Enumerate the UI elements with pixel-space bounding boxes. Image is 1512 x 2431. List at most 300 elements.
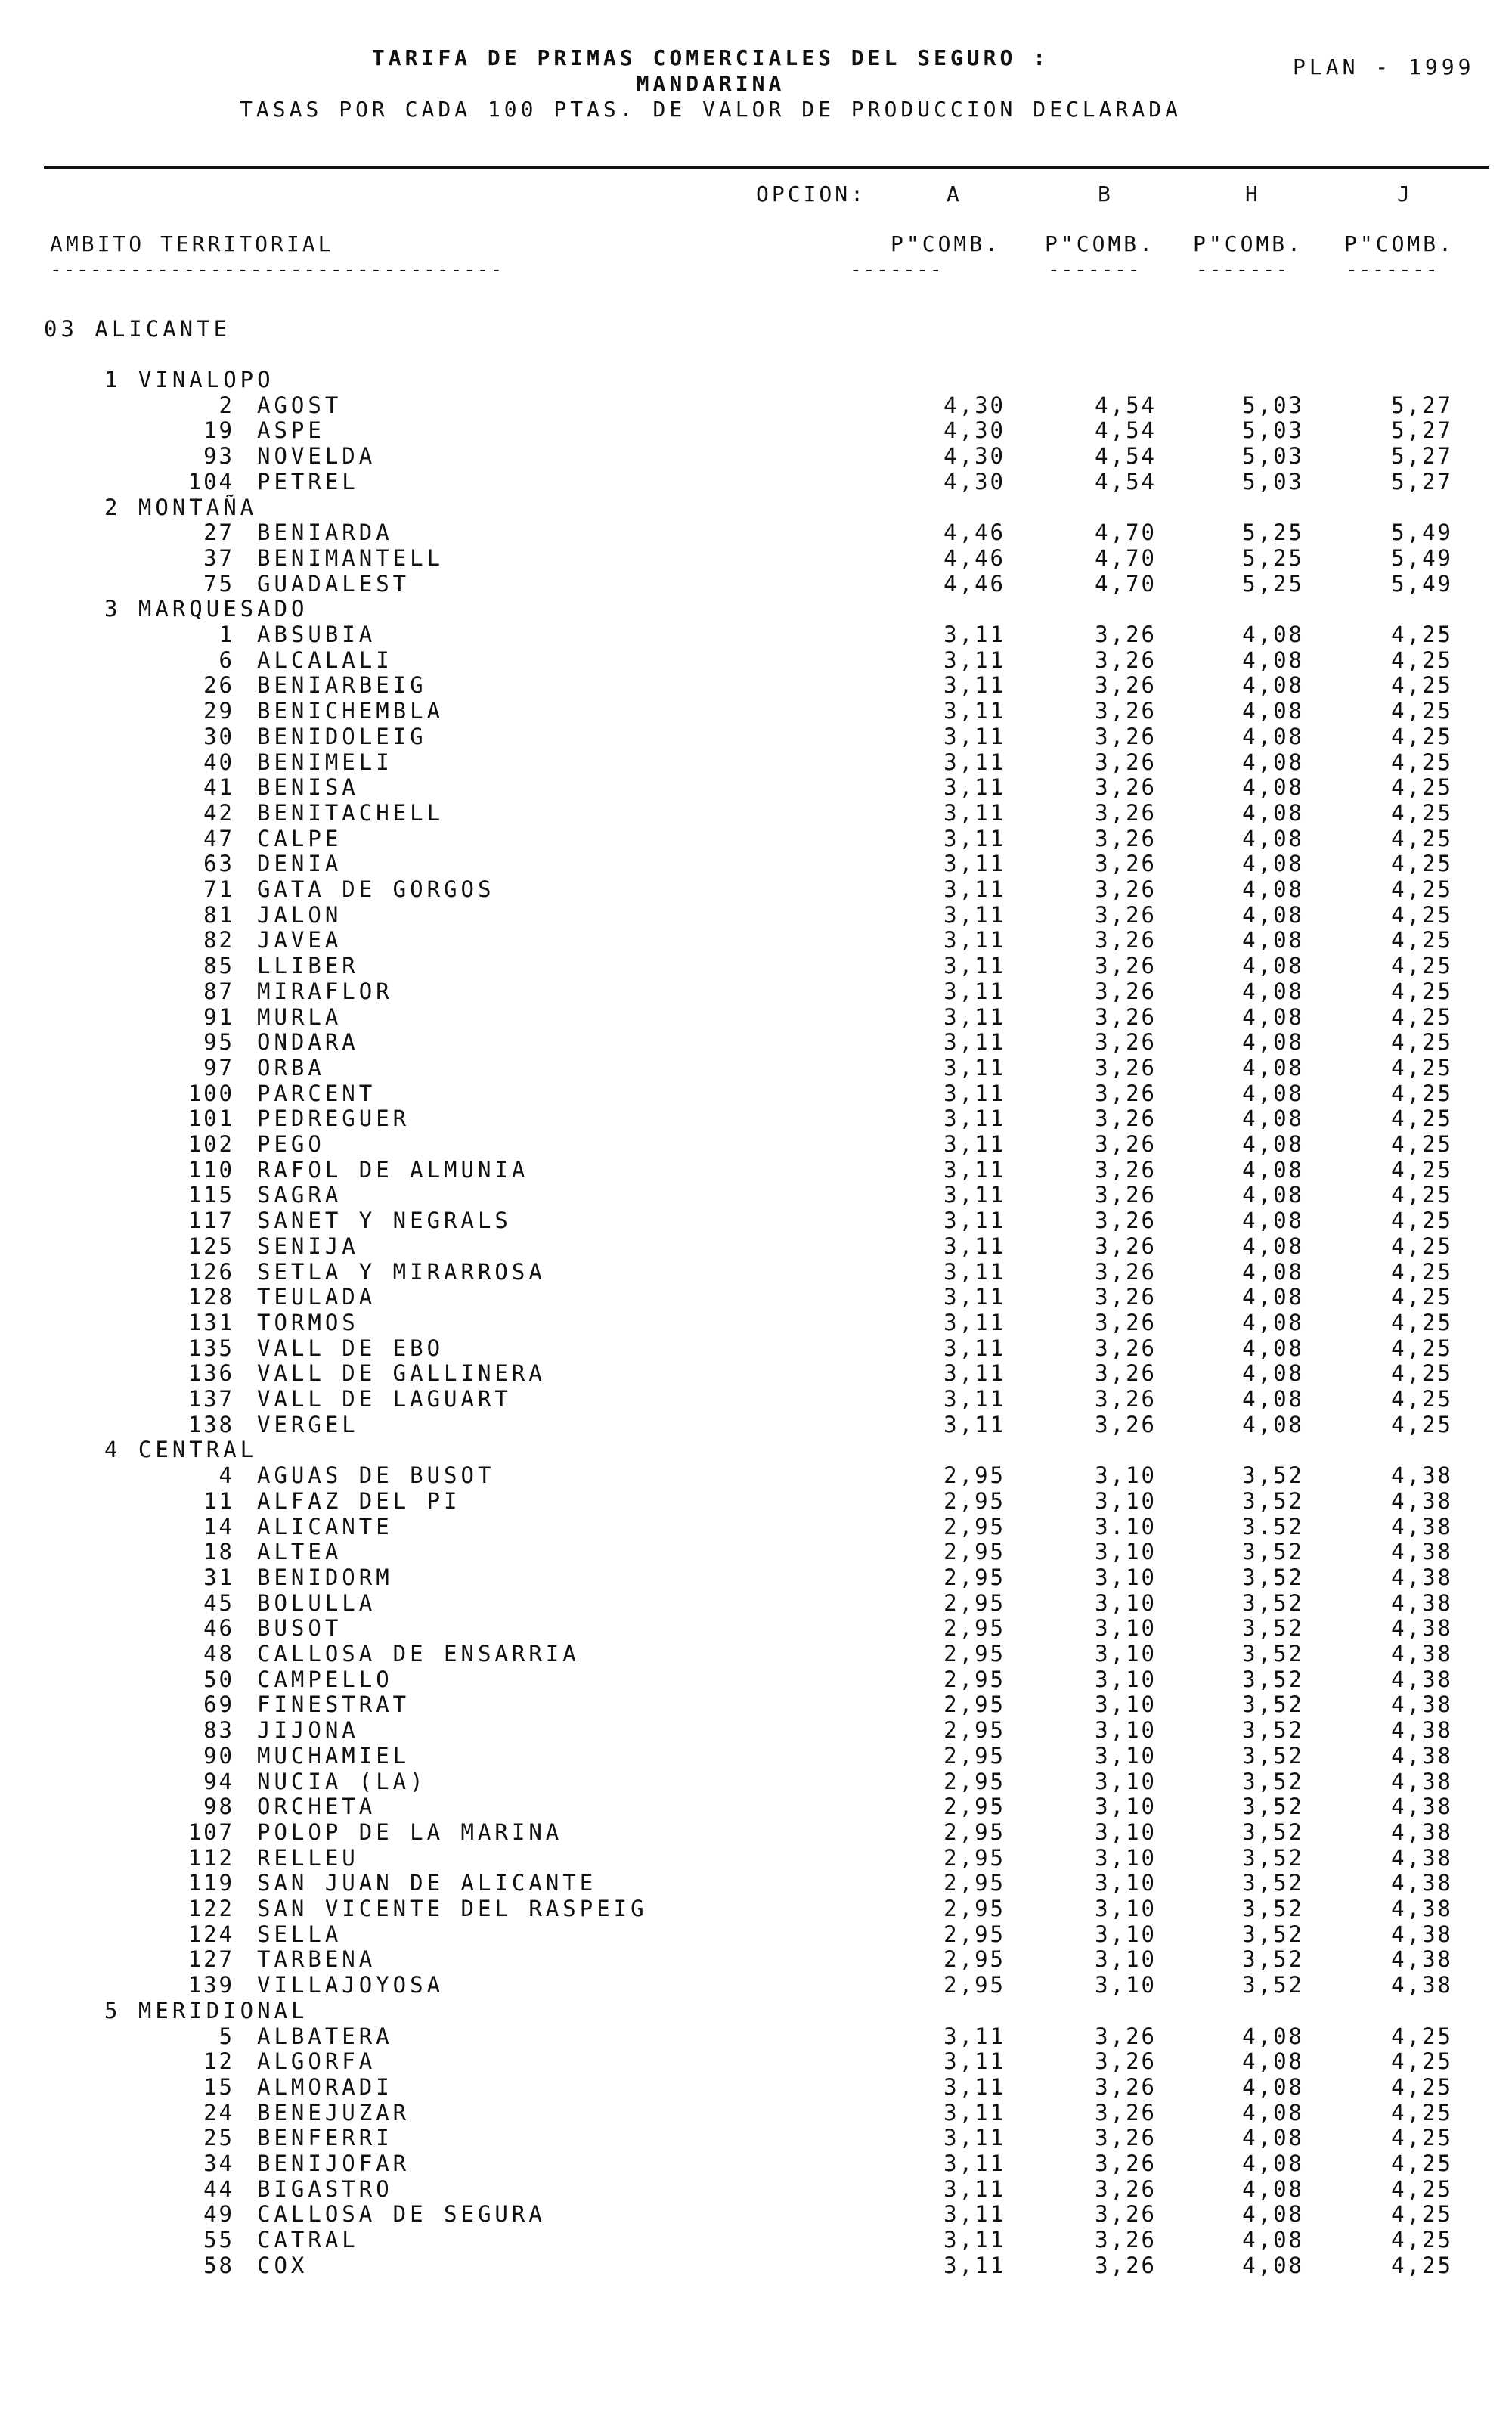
rate-b: 3,26	[1095, 1411, 1157, 1437]
municipality-code: 11	[203, 1487, 234, 1514]
rate-b: 3,26	[1095, 1335, 1157, 1361]
rate-b: 3,26	[1095, 2073, 1157, 2100]
table-row	[0, 927, 1512, 953]
rate-b: 3,10	[1095, 1819, 1157, 1845]
municipality-name: ALTEA	[257, 1539, 342, 1565]
rate-b: 3,26	[1095, 1208, 1157, 1234]
rate-h: 4,08	[1242, 723, 1304, 749]
rate-a: 3,11	[943, 1309, 1005, 1335]
rate-a: 2,95	[943, 1539, 1005, 1565]
table-row	[0, 1208, 1512, 1233]
rate-j: 4,38	[1391, 1462, 1453, 1489]
rate-j: 4,25	[1391, 1335, 1453, 1361]
municipality-name: COX	[257, 2252, 308, 2278]
rate-a: 2,95	[943, 1589, 1005, 1616]
municipality-code: 87	[203, 978, 234, 1004]
rate-h: 4,08	[1242, 876, 1304, 902]
municipality-name: MIRAFLOR	[257, 978, 393, 1004]
table-row	[0, 443, 1512, 469]
rate-a: 3,11	[943, 901, 1005, 928]
rate-h: 4,08	[1242, 647, 1304, 673]
comarca-label: 4 CENTRAL	[104, 1437, 258, 1463]
rate-h: 3,52	[1242, 1589, 1304, 1616]
rate-b: 4,54	[1095, 392, 1157, 418]
title-line-3: TASAS POR CADA 100 PTAS. DE VALOR DE PRODUCCION DECLARADA	[240, 97, 1182, 122]
municipality-name: BIGASTRO	[257, 2175, 393, 2202]
municipality-name: TORMOS	[257, 1309, 359, 1335]
rate-j: 4,25	[1391, 876, 1453, 902]
rate-j: 4,25	[1391, 1080, 1453, 1106]
municipality-code: 97	[203, 1054, 234, 1081]
rate-h: 4,08	[1242, 799, 1304, 826]
rate-h: 4,08	[1242, 978, 1304, 1004]
rate-a: 3,11	[943, 876, 1005, 902]
rate-a: 4,46	[943, 544, 1005, 571]
table-row	[0, 2150, 1512, 2176]
table-row	[0, 1896, 1512, 1921]
rate-j: 4,25	[1391, 2023, 1453, 2049]
municipality-code: 71	[203, 876, 234, 902]
municipality-name: RAFOL DE ALMUNIA	[257, 1156, 529, 1183]
rate-a: 4,30	[943, 443, 1005, 470]
rate-b: 3,26	[1095, 1233, 1157, 1259]
rate-b: 4,70	[1095, 570, 1157, 597]
rate-b: 3,10	[1095, 1717, 1157, 1744]
rate-h: 3.52	[1242, 1513, 1304, 1540]
rate-j: 4,25	[1391, 2201, 1453, 2228]
rate-b: 3,26	[1095, 1284, 1157, 1310]
municipality-code: 98	[203, 1794, 234, 1820]
table-row	[0, 1819, 1512, 1845]
col-underline-j: -------	[1346, 259, 1439, 281]
municipality-code: 119	[187, 1870, 234, 1896]
rate-h: 4,08	[1242, 1105, 1304, 1132]
table-row	[0, 1259, 1512, 1285]
rate-a: 3,11	[943, 1054, 1005, 1081]
rate-b: 3,26	[1095, 2201, 1157, 2228]
municipality-name: ALICANTE	[257, 1513, 393, 1540]
table-row	[0, 851, 1512, 876]
municipality-code: 37	[203, 544, 234, 571]
municipality-name: ASPE	[257, 417, 325, 444]
rate-j: 4,38	[1391, 1972, 1453, 1998]
municipality-name: VALL DE GALLINERA	[257, 1360, 546, 1387]
rate-a: 2,95	[943, 1615, 1005, 1642]
rate-h: 4,08	[1242, 1360, 1304, 1387]
table-row	[0, 1972, 1512, 1998]
municipality-code: 110	[187, 1156, 234, 1183]
col-header-a: P"COMB.	[891, 231, 1002, 256]
table-row	[0, 2253, 1512, 2278]
rate-a: 3,11	[943, 927, 1005, 953]
rate-h: 4,08	[1242, 2150, 1304, 2176]
rate-a: 3,11	[943, 2099, 1005, 2126]
rate-b: 4,54	[1095, 468, 1157, 495]
rate-h: 4,08	[1242, 1054, 1304, 1081]
rate-b: 3,26	[1095, 1003, 1157, 1030]
rate-j: 4,25	[1391, 1309, 1453, 1335]
rate-h: 4,08	[1242, 749, 1304, 775]
table-row	[0, 469, 1512, 495]
rate-h: 3,52	[1242, 1844, 1304, 1871]
table-row	[0, 571, 1512, 597]
table-row	[0, 1029, 1512, 1055]
rate-j: 4,25	[1391, 825, 1453, 851]
rate-h: 5,03	[1242, 392, 1304, 418]
rate-h: 4,08	[1242, 2048, 1304, 2075]
rate-a: 2,95	[943, 1742, 1005, 1769]
rate-a: 3,11	[943, 647, 1005, 673]
rate-j: 4,38	[1391, 1487, 1453, 1514]
rate-h: 3,52	[1242, 1487, 1304, 1514]
rate-h: 4,08	[1242, 851, 1304, 877]
rate-j: 4,25	[1391, 1182, 1453, 1208]
table-row	[0, 902, 1512, 928]
table-row	[0, 1743, 1512, 1769]
rate-j: 5,27	[1391, 392, 1453, 418]
rate-h: 4,08	[1242, 1182, 1304, 1208]
rate-j: 4,25	[1391, 2099, 1453, 2126]
rate-b: 4,54	[1095, 417, 1157, 444]
rate-h: 5,03	[1242, 417, 1304, 444]
table-row	[0, 622, 1512, 647]
municipality-name: CALLOSA DE SEGURA	[257, 2201, 546, 2228]
table-row	[0, 2227, 1512, 2253]
rate-h: 4,08	[1242, 2073, 1304, 2100]
rate-a: 4,46	[943, 570, 1005, 597]
table-row	[0, 672, 1512, 698]
municipality-name: BUSOT	[257, 1615, 342, 1642]
municipality-name: ORCHETA	[257, 1794, 376, 1820]
rate-a: 2,95	[943, 1462, 1005, 1489]
rate-h: 3,52	[1242, 1717, 1304, 1744]
rate-h: 4,08	[1242, 672, 1304, 699]
municipality-code: 2	[218, 392, 234, 418]
municipality-code: 40	[203, 749, 234, 775]
rate-a: 3,11	[943, 2150, 1005, 2176]
rate-j: 4,25	[1391, 723, 1453, 749]
table-row	[0, 1539, 1512, 1564]
municipality-name: SAN VICENTE DEL RASPEIG	[257, 1896, 648, 1921]
municipality-name: GATA DE GORGOS	[257, 876, 495, 902]
rate-b: 3,10	[1095, 1844, 1157, 1871]
rate-j: 4,38	[1391, 1921, 1453, 1947]
municipality-name: BENFERRI	[257, 2125, 393, 2151]
rate-h: 4,08	[1242, 2201, 1304, 2228]
rate-a: 2,95	[943, 1794, 1005, 1820]
rate-a: 3,11	[943, 1360, 1005, 1387]
rate-j: 5,27	[1391, 417, 1453, 444]
municipality-name: PEGO	[257, 1131, 325, 1157]
municipality-name: ALCALALI	[257, 647, 393, 673]
rate-h: 3,52	[1242, 1666, 1304, 1692]
rate-h: 5,03	[1242, 468, 1304, 495]
rate-b: 3,10	[1095, 1768, 1157, 1794]
municipality-code: 82	[203, 927, 234, 953]
municipality-code: 117	[187, 1208, 234, 1234]
municipality-code: 14	[203, 1513, 234, 1540]
rate-a: 4,30	[943, 468, 1005, 495]
rate-j: 4,25	[1391, 1105, 1453, 1132]
rate-a: 3,11	[943, 698, 1005, 724]
municipality-code: 83	[203, 1717, 234, 1744]
municipality-name: ALMORADI	[257, 2073, 393, 2100]
table-row	[0, 1386, 1512, 1412]
rate-j: 4,25	[1391, 1003, 1453, 1030]
municipality-name: BENIMANTELL	[257, 544, 445, 571]
rate-a: 3,11	[943, 672, 1005, 699]
rate-j: 4,38	[1391, 1564, 1453, 1590]
municipality-code: 127	[187, 1946, 234, 1973]
rate-a: 2,95	[943, 1513, 1005, 1540]
municipality-name: CAMPELLO	[257, 1666, 393, 1692]
rate-j: 4,25	[1391, 749, 1453, 775]
municipality-name: BENIARDA	[257, 519, 393, 546]
rate-a: 2,95	[943, 1666, 1005, 1692]
municipality-code: 95	[203, 1029, 234, 1056]
rate-h: 4,08	[1242, 1386, 1304, 1412]
rate-a: 3,11	[943, 1233, 1005, 1259]
municipality-name: SELLA	[257, 1921, 342, 1947]
municipality-code: 30	[203, 723, 234, 749]
rate-j: 4,25	[1391, 1208, 1453, 1234]
municipality-name: BENIMELI	[257, 749, 393, 775]
rate-b: 3,26	[1095, 1182, 1157, 1208]
municipality-code: 90	[203, 1742, 234, 1769]
municipality-name: SAGRA	[257, 1182, 342, 1208]
rate-j: 4,25	[1391, 1411, 1453, 1437]
rate-a: 2,95	[943, 1768, 1005, 1794]
rate-b: 3,10	[1095, 1896, 1157, 1921]
municipality-code: 107	[187, 1819, 234, 1845]
rate-j: 4,25	[1391, 927, 1453, 953]
rate-b: 3,26	[1095, 799, 1157, 826]
rate-h: 4,08	[1242, 1309, 1304, 1335]
municipality-code: 137	[187, 1386, 234, 1412]
rate-a: 3,11	[943, 1003, 1005, 1030]
rate-h: 3,52	[1242, 1972, 1304, 1998]
municipality-name: MUCHAMIEL	[257, 1742, 411, 1769]
rate-a: 3,11	[943, 1182, 1005, 1208]
table-row	[0, 2100, 1512, 2126]
rate-j: 4,25	[1391, 2252, 1453, 2278]
municipality-code: 19	[203, 417, 234, 444]
municipality-code: 122	[187, 1896, 234, 1921]
table-row	[0, 1157, 1512, 1183]
rate-j: 4,38	[1391, 1717, 1453, 1744]
rate-b: 3,26	[1095, 1029, 1157, 1056]
rate-h: 3,52	[1242, 1896, 1304, 1921]
rate-h: 4,08	[1242, 1029, 1304, 1056]
municipality-name: CALLOSA DE ENSARRIA	[257, 1641, 580, 1667]
table-row	[0, 1691, 1512, 1717]
rate-a: 2,95	[943, 1896, 1005, 1921]
rate-j: 5,49	[1391, 519, 1453, 546]
title-line-2: MANDARINA	[636, 71, 785, 96]
rate-h: 4,08	[1242, 1156, 1304, 1183]
rate-h: 4,08	[1242, 1233, 1304, 1259]
table-row	[0, 1921, 1512, 1947]
municipality-code: 44	[203, 2175, 234, 2202]
col-underline-b: -------	[1048, 259, 1142, 281]
municipality-code: 45	[203, 1589, 234, 1616]
rate-b: 3,26	[1095, 2227, 1157, 2253]
rate-h: 4,08	[1242, 2099, 1304, 2126]
col-header-h: P"COMB.	[1193, 231, 1304, 256]
rate-h: 3,52	[1242, 1870, 1304, 1896]
rate-b: 3,10	[1095, 1615, 1157, 1642]
rate-b: 3,10	[1095, 1921, 1157, 1947]
rate-a: 3,11	[943, 851, 1005, 877]
table-row	[0, 1641, 1512, 1667]
table-row	[0, 392, 1512, 418]
municipality-name: FINESTRAT	[257, 1691, 411, 1718]
rate-b: 3,26	[1095, 647, 1157, 673]
rate-a: 2,95	[943, 1870, 1005, 1896]
rate-b: 3,26	[1095, 2252, 1157, 2278]
rate-j: 4,38	[1391, 1666, 1453, 1692]
rate-j: 4,38	[1391, 1896, 1453, 1921]
table-row	[0, 1004, 1512, 1030]
municipality-code: 94	[203, 1768, 234, 1794]
rate-a: 3,11	[943, 749, 1005, 775]
rate-h: 3,52	[1242, 1794, 1304, 1820]
municipality-name: VERGEL	[257, 1411, 359, 1437]
rate-a: 3,11	[943, 953, 1005, 979]
rate-b: 3,26	[1095, 2150, 1157, 2176]
rate-a: 3,11	[943, 1080, 1005, 1106]
table-row	[0, 1794, 1512, 1819]
municipality-code: 93	[203, 443, 234, 470]
municipality-name: POLOP DE LA MARINA	[257, 1819, 563, 1845]
rate-a: 2,95	[943, 1844, 1005, 1871]
rate-b: 3,26	[1095, 774, 1157, 801]
municipality-code: 104	[187, 468, 234, 495]
rate-a: 3,11	[943, 2023, 1005, 2049]
municipality-code: 138	[187, 1411, 234, 1437]
municipality-code: 69	[203, 1691, 234, 1718]
rate-j: 4,25	[1391, 799, 1453, 826]
table-row	[0, 1131, 1512, 1157]
rate-a: 3,11	[943, 1131, 1005, 1157]
municipality-code: 100	[187, 1080, 234, 1106]
rate-j: 4,25	[1391, 851, 1453, 877]
rate-j: 4,25	[1391, 672, 1453, 699]
comarca-heading	[0, 367, 1512, 392]
rate-a: 3,11	[943, 1284, 1005, 1310]
municipality-name: BENITACHELL	[257, 799, 445, 826]
municipality-code: 136	[187, 1360, 234, 1387]
rate-a: 4,30	[943, 417, 1005, 444]
rate-b: 3,10	[1095, 1564, 1157, 1590]
rate-a: 3,11	[943, 2201, 1005, 2228]
table-row	[0, 1717, 1512, 1743]
rate-a: 3,11	[943, 2073, 1005, 2100]
table-row	[0, 1233, 1512, 1259]
table-row	[0, 1335, 1512, 1361]
rate-a: 3,11	[943, 825, 1005, 851]
rate-j: 4,38	[1391, 1946, 1453, 1973]
rate-j: 5,27	[1391, 468, 1453, 495]
rate-b: 3,10	[1095, 1870, 1157, 1896]
comarca-label: 2 MONTAÑA	[104, 494, 258, 520]
municipality-name: PARCENT	[257, 1080, 376, 1106]
option-j: J	[1397, 181, 1413, 206]
table-row	[0, 2176, 1512, 2202]
municipality-name: JALON	[257, 901, 342, 928]
rate-b: 3,26	[1095, 876, 1157, 902]
table-row	[0, 1514, 1512, 1540]
rate-h: 3,52	[1242, 1768, 1304, 1794]
rate-b: 3,26	[1095, 1309, 1157, 1335]
municipality-name: NUCIA (LA)	[257, 1768, 427, 1794]
rate-h: 5,03	[1242, 443, 1304, 470]
col-header-b: P"COMB.	[1045, 231, 1156, 256]
rate-j: 4,38	[1391, 1513, 1453, 1540]
rate-a: 3,11	[943, 1029, 1005, 1056]
municipality-name: ONDARA	[257, 1029, 359, 1056]
rate-h: 4,08	[1242, 2175, 1304, 2202]
table-row	[0, 1769, 1512, 1794]
rate-b: 3,10	[1095, 1589, 1157, 1616]
rate-h: 4,08	[1242, 698, 1304, 724]
table-row	[0, 1946, 1512, 1972]
title-line-1: TARIFA DE PRIMAS COMERCIALES DEL SEGURO :	[371, 45, 1050, 70]
municipality-name: JIJONA	[257, 1717, 359, 1744]
rate-a: 3,11	[943, 622, 1005, 647]
rate-h: 4,08	[1242, 825, 1304, 851]
rate-h: 3,52	[1242, 1819, 1304, 1845]
municipality-name: TEULADA	[257, 1284, 376, 1310]
rate-j: 4,25	[1391, 953, 1453, 979]
rate-b: 4,70	[1095, 519, 1157, 546]
rate-b: 3,10	[1095, 1487, 1157, 1514]
ambito-header: AMBITO TERRITORIAL	[50, 231, 334, 256]
option-label: OPCION:	[756, 181, 867, 206]
rate-j: 4,38	[1391, 1539, 1453, 1565]
rate-j: 4,25	[1391, 698, 1453, 724]
municipality-code: 112	[187, 1844, 234, 1871]
rate-b: 3,10	[1095, 1794, 1157, 1820]
municipality-code: 63	[203, 851, 234, 877]
rate-j: 4,38	[1391, 1844, 1453, 1871]
municipality-name: MURLA	[257, 1003, 342, 1030]
rate-j: 4,38	[1391, 1641, 1453, 1667]
comarca-label: 3 MARQUESADO	[104, 596, 308, 622]
rate-j: 4,25	[1391, 1258, 1453, 1285]
table-row	[0, 1310, 1512, 1335]
rate-j: 4,38	[1391, 1615, 1453, 1642]
table-row	[0, 2074, 1512, 2100]
col-underline-h: -------	[1196, 259, 1290, 281]
rate-h: 3,52	[1242, 1462, 1304, 1489]
table-row	[0, 749, 1512, 775]
municipality-code: 101	[187, 1105, 234, 1132]
rate-b: 4,54	[1095, 443, 1157, 470]
municipality-code: 128	[187, 1284, 234, 1310]
municipality-code: 75	[203, 570, 234, 597]
municipality-name: CALPE	[257, 825, 342, 851]
rate-j: 4,25	[1391, 1386, 1453, 1412]
rate-j: 4,25	[1391, 978, 1453, 1004]
rate-b: 3.10	[1095, 1513, 1157, 1540]
municipality-name: AGUAS DE BUSOT	[257, 1462, 495, 1489]
municipality-code: 1	[218, 622, 234, 647]
rate-a: 2,95	[943, 1691, 1005, 1718]
rate-h: 3,52	[1242, 1742, 1304, 1769]
rate-j: 5,49	[1391, 544, 1453, 571]
rate-b: 3,10	[1095, 1666, 1157, 1692]
